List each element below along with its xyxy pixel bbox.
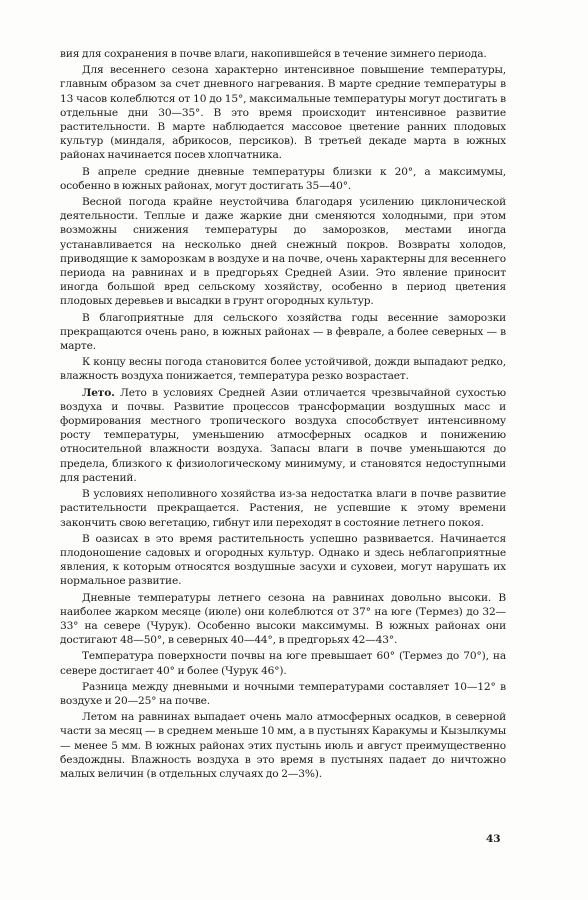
paragraph-oases xyxy=(60,532,506,589)
paragraph-text: вия для сохранения в почве влаги, накопившейся в течение зимнего периода. xyxy=(60,48,487,60)
paragraph-text: В условиях неполивного хозяйства из-за недостатка влаги в почве развитие растительности прекращается. Растения, не успевшие к этому времени закончить свою вегетацию, гибнут или переходят в состояние летнего покоя. xyxy=(60,488,506,529)
body-text xyxy=(60,47,506,783)
paragraph-day-night-difference xyxy=(60,680,506,708)
paragraph-text: Дневные температуры летнего сезона на равнинах довольно высоки. В наиболее жарком месяце (июле) они колеблются от 37° на юге (Термез) до 32—33° на севере (Чурук). Особенно высоки максимумы. В южных районах они достигают 48—50°, в северных 40—44°, в предгорьях 42—43°. xyxy=(60,591,506,647)
paragraph-text: Температура поверхности почвы на юге превышает 60° (Термез до 70°), на севере достигает 40° и более (Чурук 46°). xyxy=(60,650,506,677)
paragraph-text: Разница между дневными и ночными температурами составляет 10—12° в воздухе и 20—25° на почве. xyxy=(60,680,506,707)
paragraph-summer-temperatures xyxy=(60,591,506,648)
paragraph-continued xyxy=(60,47,506,61)
paragraph-dry-farming xyxy=(60,487,506,530)
paragraph-spring-frosts xyxy=(60,311,506,354)
paragraph-april xyxy=(60,165,506,193)
paragraph-spring-season xyxy=(60,63,506,162)
section-lead-summer: Лето. xyxy=(82,386,115,399)
paragraph-text: В апреле средние дневные температуры близки к 20°, а максимумы, особенно в южных районах, могут достигать 35—40°. xyxy=(60,165,506,192)
paragraph-text: В благоприятные для сельского хозяйства годы весенние заморозки прекращаются очень рано, в южных районах — в феврале, а более северных — в марте. xyxy=(60,311,506,353)
paragraph-spring-weather xyxy=(60,195,506,309)
paragraph-summer-precipitation xyxy=(60,710,506,781)
page-number: 43 xyxy=(486,833,501,845)
paragraph-text: В оазисах в это время растительность успешно развивается. Начинается плодоношение садовых и огородных культур. Однако и здесь неблагоприятные явления, к которым относятся воздушные засухи и суховеи, могут нарушать их нормальное развитие. xyxy=(60,532,506,588)
paragraph-text: Летом на равнинах выпадает очень мало атмосферных осадков, в северной части за месяц — в среднем меньше 10 мм, а в пустынях Каракумы и Кызылкумы — менее 5 мм. В южных районах этих пустынь июль и август преимущественно бездождны. Влажность воздуха в это время в пустынях падает до ничтожно малых величин (в отдельных случаях до 2—3%). xyxy=(60,711,506,780)
paragraph-text: К концу весны погода становится более устойчивой, дожди выпадают редко, влажность воздуха понижается, температура резко возрастает. xyxy=(60,356,506,383)
paragraph-end-of-spring xyxy=(60,355,506,383)
paragraph-summer xyxy=(60,386,506,485)
paragraph-text: Весной погода крайне неустойчива благодаря усилению циклонической деятельности. Теплые и даже жаркие дни сменяются холодными, при этом возможны снижения температуры до заморозков, местами иногда устанавливается на несколько дней снежный покров. Возвраты холодов, приводящие к заморозкам в воздухе и на почве, очень характерны для весеннего периода на равнинах и в предгорьях Средней Азии. Это явление приносит иногда большой вред сельскому хозяйству, особенно в период цветения плодовых деревьев и высадки в грунт огородных культур. xyxy=(60,196,506,308)
paragraph-text: Лето в условиях Средней Азии отличается чрезвычайной сухостью воздуха и почвы. Развитие процессов трансформации воздушных масс и формирования местного тропического воздуха способствует интенсивному росту температуры, уменьшению атмосферных осадков и понижению относительной влажности воздуха. Запасы влаги в почве уменьшаются до предела, близкого к физиологическому минимуму, и становятся недоступными для растений. xyxy=(60,386,506,484)
paragraph-soil-temperature xyxy=(60,649,506,677)
paragraph-text: Для весеннего сезона характерно интенсивное повышение температуры, главным образом за счет дневного нагревания. В марте средние температуры в 13 часов колеблются от 10 до 15°, максимальные температуры могут достигать в отдельные дни 30—35°. В это время происходит интенсивное развитие растительности. В марте наблюдается массовое цветение ранних плодовых культур (миндаля, абрикосов, персиков). В третьей декаде марта в южных районах начинается посев хлопчатника. xyxy=(60,64,506,162)
